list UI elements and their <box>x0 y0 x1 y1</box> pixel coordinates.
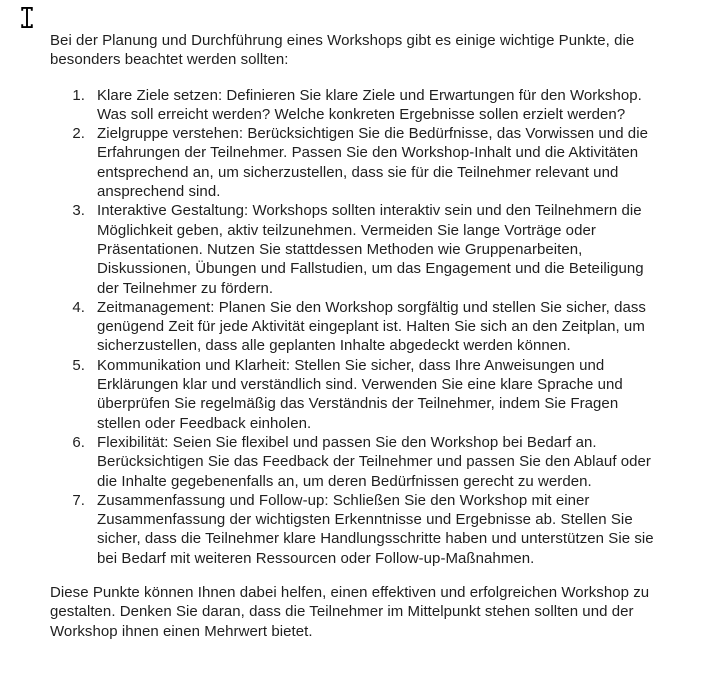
list-item-number: 6. <box>72 433 85 451</box>
workshop-points-list <box>50 86 664 568</box>
list-item <box>50 124 664 201</box>
list-item <box>50 491 664 568</box>
list-item-text: Flexibilität: Seien Sie flexibel und passen Sie den Workshop bei Bedarf an. Berücksichtigen Sie das Feedback der Teilnehmer und passen Sie den Ablauf oder die Inhalte gegebenenfalls an, um deren Bedürfnissen gerecht zu werden. <box>97 433 651 490</box>
list-item-text: Zusammenfassung und Follow-up: Schließen Sie den Workshop mit einer Zusammenfassung der wichtigsten Erkenntnisse und Ergebnisse ab. Stellen Sie sicher, dass die Teilnehmer klare Handlungsschritte haben und unterstützen Sie sie bei Bedarf mit weiteren Ressourcen oder Follow-up-Maßnahmen. <box>97 491 654 567</box>
list-item <box>50 86 664 125</box>
list-item-number: 2. <box>72 125 85 143</box>
list-item-number: 4. <box>72 298 85 316</box>
list-item <box>50 433 664 491</box>
list-item-number: 3. <box>72 202 85 220</box>
list-item-number: 1. <box>72 86 85 104</box>
list-item <box>50 201 664 297</box>
outro-paragraph: Diese Punkte können Ihnen dabei helfen, einen effektiven und erfolgreichen Workshop zu gestalten. Denken Sie daran, dass die Teilnehmer im Mittelpunkt stehen sollten und der Workshop ihnen einen Mehrwert bietet. <box>50 584 650 640</box>
list-item-text: Kommunikation und Klarheit: Stellen Sie sicher, dass Ihre Anweisungen und Erklärungen klar und verständlich sind. Verwenden Sie eine klare Sprache und überprüfen Sie regelmäßig das Verständnis der Teilnehmer, indem Sie Fragen stellen oder Feedback einholen. <box>97 356 623 432</box>
list-item-text: Klare Ziele setzen: Definieren Sie klare Ziele und Erwartungen für den Workshop. Was soll erreicht werden? Welche konkreten Ergebnisse sollen erzielt werden? <box>97 86 642 123</box>
list-item-text: Zielgruppe verstehen: Berücksichtigen Sie die Bedürfnisse, das Vorwissen und die Erfahrungen der Teilnehmer. Passen Sie den Workshop-Inhalt und die Aktivitäten entsprechend an, um sicherzustellen, dass sie für die Teilnehmer relevant und ansprechend sind. <box>97 125 648 201</box>
i-beam-cursor-icon <box>21 6 33 29</box>
list-item <box>50 298 664 356</box>
list-item-text: Zeitmanagement: Planen Sie den Workshop sorgfältig und stellen Sie sicher, dass genügend Zeit für jede Aktivität eingeplant ist. Halten Sie sich an den Zeitplan, um sicherzustellen, dass alle geplanten Inhalte abgedeckt werden können. <box>97 298 646 355</box>
document-text <box>50 31 664 657</box>
list-item-text: Interaktive Gestaltung: Workshops sollten interaktiv sein und den Teilnehmern die Möglichkeit geben, aktiv teilzunehmen. Vermeiden Sie lange Vorträge oder Präsentationen. Nutzen Sie stattdessen Methoden wie Gruppenarbeiten, Diskussionen, Übungen und Fallstudien, um das Engagement und die Beteiligung der Teilnehmer zu fördern. <box>97 202 644 297</box>
list-item-number: 5. <box>72 356 85 374</box>
list-item <box>50 356 664 433</box>
intro-paragraph: Bei der Planung und Durchführung eines Workshops gibt es einige wichtige Punkte, die besonders beachtet werden sollten: <box>50 32 635 69</box>
list-item-number: 7. <box>72 491 85 509</box>
